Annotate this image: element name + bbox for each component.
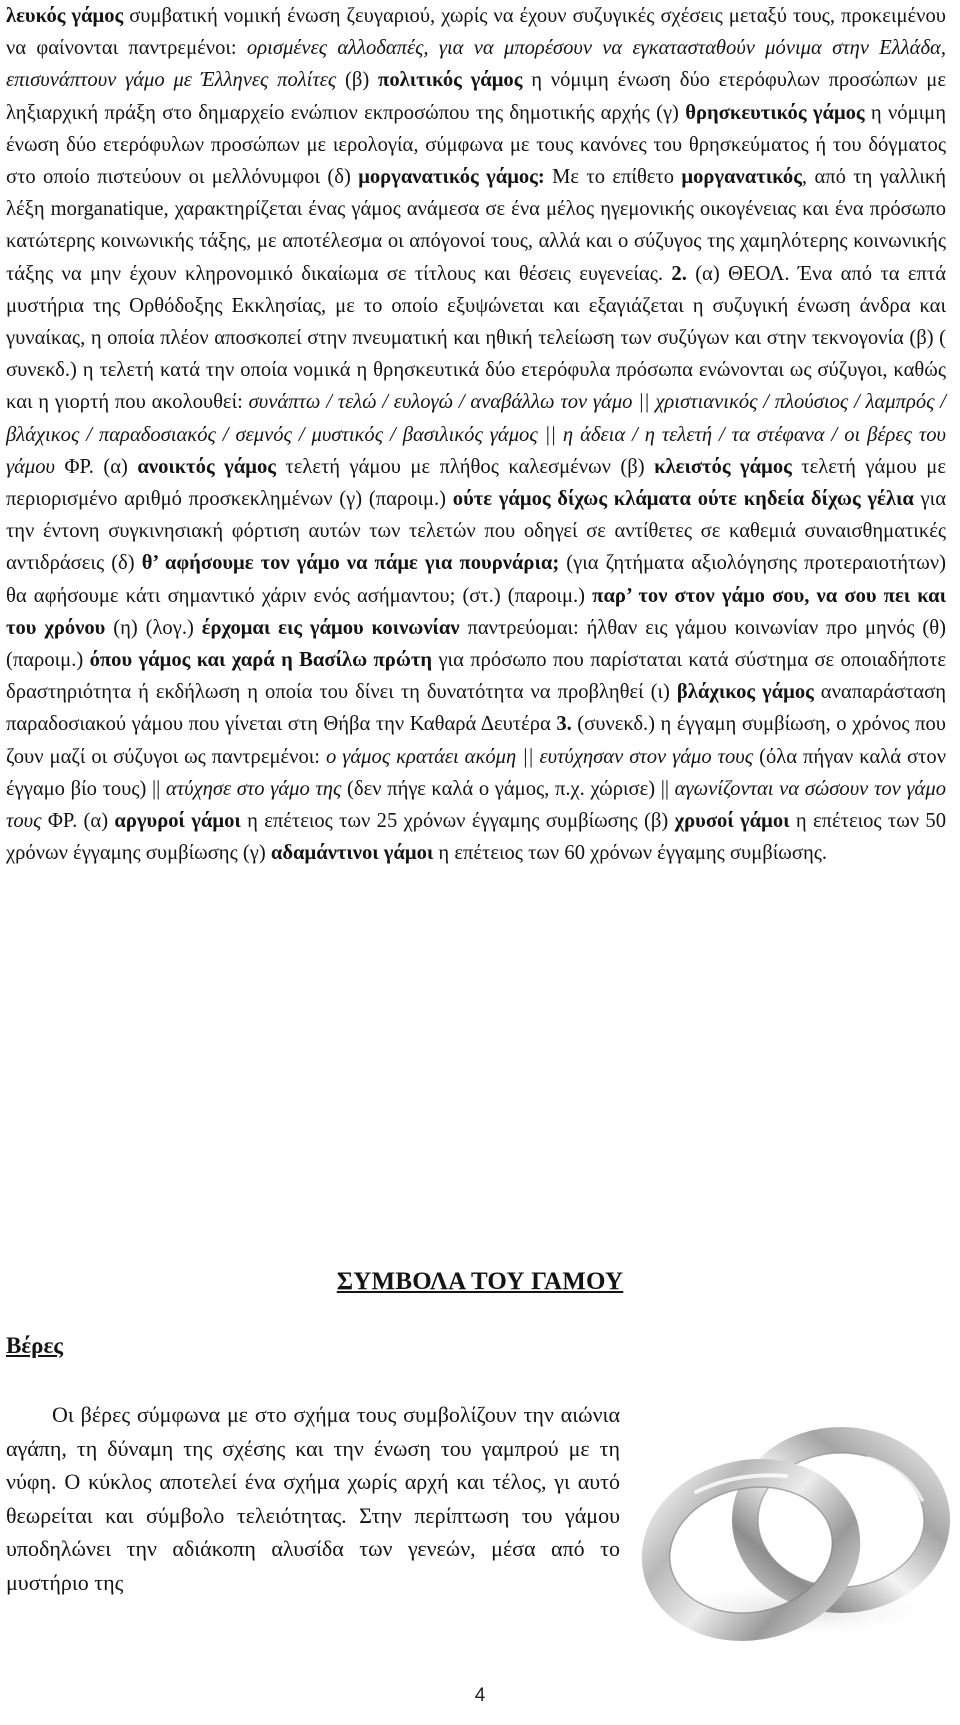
proverb: ούτε γάμος δίχως κλάματα ούτε κηδεία δίχως γέλια: [452, 488, 914, 511]
text-run: αναπαράσταση παραδοσιακού γάμου που γίνεται στη Θήβα την Καθαρά Δευτέρα: [6, 681, 946, 736]
rings-paragraph-text: Οι βέρες σύμφωνα με στο σχήμα τους συμβολίζουν την αιώνια αγάπη, τη δύναμη της σχέσης και την ένωση του γαμπρού με τη νύφη. Ο κύκλος αποτελεί ένα σχήμα χωρίς αρχή και τέλος, γι αυτό θεωρείται και σύμβολο τελειότητας. Στην περίπτωση του γάμου υποδηλώνει την αδιάκοπη αλυσίδα των γενεών, μέσα από το μυστήριο της: [6, 1402, 620, 1595]
text-run: , από τη γαλλική λέξη morganatique, χαρακτηρίζεται ένας γάμος ανάμεσα σε ένα μέλος ηγεμονικής οικογένειας και ένα πρόσωπο κατώτερης κοινωνικής τάξης, με αποτέλεσμα οι απόγονοί τους, αλλά και ο σύζυγος της χαμηλότερης κοινωνικής τάξης να μην έχουν κληρονομικό δικαίωμα σε τίτλους και θέσεις ευγενείας.: [6, 166, 947, 285]
proverb: θ’ αφήσουμε τον γάμο να πάμε για πουρνάρια;: [141, 552, 560, 575]
example-text: ο γάμος κρατάει ακόμη || ευτύχησαν στον γάμο τους: [326, 745, 754, 768]
text-run: (συνεκδ.) η έγγαμη συμβίωση, ο χρόνος που ζουν μαζί οι σύζυγοι ως παντρεμένοι:: [6, 713, 946, 768]
term-vlachikos-gamos: βλάχικος γάμος: [676, 681, 814, 704]
text-run: ΦΡ. (α): [41, 810, 115, 833]
text-run: (όλα πήγαν καλά στον έγγαμο βίο τους) ||: [6, 745, 947, 800]
proverb: παρ’ τον στον γάμο σου, να σου πει και του χρόνου: [6, 584, 946, 639]
term-argyroi-gamoi: αργυροί γάμοι: [114, 810, 241, 833]
text-run: (για ζητήματα αξιολόγησης προτεραιοτήτων) θα αφήσουμε κάτι σημαντικό χάριν ενός ασήμαντου; (στ.) (παροιμ.): [6, 552, 946, 607]
term-morganatikos: μοργανατικός: [681, 166, 802, 189]
phrase: έρχομαι εις γάμου κοινωνίαν: [201, 616, 460, 639]
page-number: 4: [474, 1685, 486, 1706]
text-run: (δεν πήγε καλά ο γάμος, π.χ. χώρισε) ||: [341, 777, 675, 800]
text-run: συμβατική νομική ένωση ζευγαριού, χωρίς να έχουν συζυγικές σχέσεις μεταξύ τους, προκειμένου να φαίνονται παντρεμένοι:: [6, 5, 946, 60]
term-morganatikos-gamos: μοργανατικός γάμος:: [358, 166, 545, 189]
text-run: ΦΡ. (α): [55, 455, 138, 478]
text-run: τελετή γάμου με περιορισμένο αριθμό προσκεκλημένων (γ) (παροιμ.): [6, 455, 946, 511]
section-title: ΣΥΜΒΟΛΑ ΤΟΥ ΓΑΜΟΥ: [336, 1268, 624, 1295]
example-text: ορισμένες αλλοδαπές, για να μπορέσουν να εγκατασταθούν μόνιμα στην Ελλάδα, επισυνάπτουν γάμο με Έλληνες πολίτες: [6, 37, 947, 92]
subsection-title: Βέρες: [6, 1333, 64, 1358]
dictionary-entry-text: [6, 0, 946, 869]
text-run: η επέτειος των 60 χρόνων έγγαμης συμβίωσης.: [433, 842, 828, 865]
text-run: (β): [336, 69, 379, 92]
text-run: η επέτειος των 50 χρόνων έγγαμης συμβίωσης (γ): [6, 810, 947, 865]
text-run: Με το επίθετο: [544, 166, 682, 189]
text-run: η επέτειος των 25 χρόνων έγγαμης συμβίωσης (β): [240, 810, 675, 833]
term-anoiktos-gamos: ανοικτός γάμος: [137, 455, 276, 478]
text-run: (η) (λογ.): [105, 616, 202, 639]
sense-number: 3.: [556, 713, 572, 736]
text-run: τελετή γάμου με πλήθος καλεσμένων (β): [275, 455, 655, 478]
text-run: για πρόσωπο που παρίσταται κατά σύστημα σε οποιαδήποτε δραστηριότητα ή εκδήλωση η οποία του δίνει τη δυνατότητα να προβληθεί (ι): [6, 649, 946, 704]
term-kleistos-gamos: κλειστός γάμος: [654, 455, 792, 478]
text-run: (α) ΘΕΟΛ. Ένα από τα επτά μυστήρια της Ορθόδοξης Εκκλησίας, με το οποίο εξυψώνεται και εξαγιάζεται η συζυγική ένωση άνδρα και γυναίκας, η οποία πλέον αποσκοπεί στην πνευματική και ηθική τελείωση των συζύγων και στην τεκνογονία (β) ( συνεκδ.) η τελετή κατά την οποία νομικά η θρησκευτικά δύο ετερόφυλα πρόσωπα ενώνονται ως σύζυγοι, καθώς και η γιορτή που ακολουθεί:: [6, 262, 946, 414]
term-adamantinoi-gamoi: αδαμάντινοι γάμοι: [270, 842, 434, 865]
text-run: η νόμιμη ένωση δύο ετερόφυλων προσώπων με ιερολογία, σύμφωνα με τους κανόνες του θρησκεύματος ή του δόγματος στο οποίο πιστεύουν οι μελλόνυμφοι (δ): [6, 101, 946, 189]
text-run: παντρεύομαι: ήλθαν εις γάμου κοινωνίαν προ μηνός (θ) (παροιμ.): [6, 616, 947, 672]
example-text: συνάπτω / τελώ / ευλογώ / αναβάλλω τον γάμο || χριστιανικός / πλούσιος / λαμπρός / βλάχικος / παραδοσιακός / σεμνός / μυστικός / βασιλικός γάμος || η άδεια / η τελετή / τα στέφανα / οι βέρες του γάμου: [6, 391, 947, 478]
sense-number: 2.: [671, 262, 687, 285]
term-lefkos-gamos: λευκός γάμος: [6, 5, 124, 27]
rings-paragraph: [6, 1398, 620, 1600]
term-chrysoi-gamoi: χρυσοί γάμοι: [674, 810, 790, 833]
term-politikos-gamos: πολιτικός γάμος: [378, 69, 523, 92]
proverb: όπου γάμος και χαρά η Βασίλω πρώτη: [89, 649, 433, 672]
text-run: η νόμιμη ένωση δύο ετερόφυλων προσώπων με ληξιαρχική πράξη στο δημαρχείο ενώπιον εκπροσώπου της δημοτικής αρχής (γ): [6, 69, 946, 124]
wedding-rings-image: [636, 1410, 956, 1650]
text-run: για την έντονη συγκινησιακή φόρτιση αυτών των τελετών που οδηγεί σε αντίθετες σε καθεμιά συναισθηματικές αντιδράσεις (δ): [6, 488, 946, 575]
example-text: αγωνίζονται να σώσουν τον γάμο τους: [6, 777, 946, 833]
example-text: ατύχησε στο γάμο της: [165, 777, 342, 800]
term-thriskeftikos-gamos: θρησκευτικός γάμος: [685, 101, 865, 124]
